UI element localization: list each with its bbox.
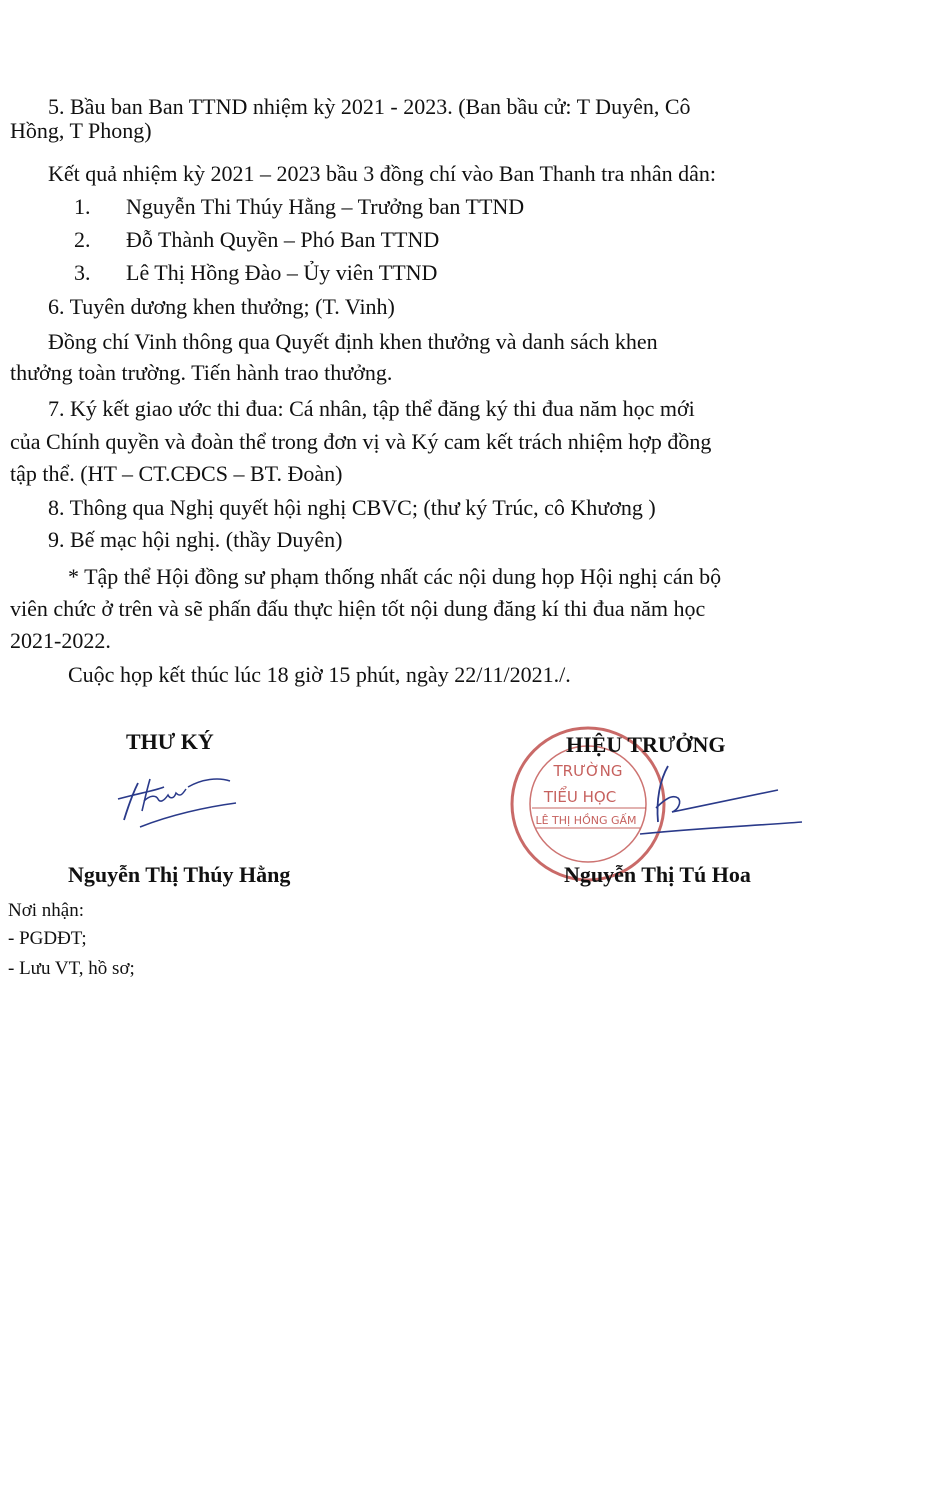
item-6: 6. Tuyên dương khen thưởng; (T. Vinh) <box>48 294 395 319</box>
conclusion-line-2: viên chức ở trên và sẽ phấn đấu thực hiện tốt nội dung đăng kí thi đua năm học <box>10 596 706 621</box>
principal-name: Nguyễn Thị Tú Hoa <box>564 862 751 887</box>
member-number: 3. <box>74 260 91 285</box>
item-7-line-1: 7. Ký kết giao ước thi đua: Cá nhân, tập thể đăng ký thi đua năm học mới <box>48 396 695 421</box>
item-5-line-2: Hồng, T Phong) <box>10 118 152 143</box>
member-number: 1. <box>74 194 91 219</box>
member-item <box>74 256 437 290</box>
secretary-signature <box>110 765 250 835</box>
item-8: 8. Thông qua Nghị quyết hội nghị CBVC; (thư ký Trúc, cô Khương ) <box>48 495 656 520</box>
stamp-text-line-3: LÊ THỊ HỒNG GẤM <box>535 814 637 827</box>
member-item <box>74 223 439 257</box>
conclusion-line-1: * Tập thể Hội đồng sư phạm thống nhất các nội dung họp Hội nghị cán bộ <box>68 564 722 589</box>
principal-title: HIỆU TRƯỞNG <box>566 732 726 757</box>
recipient-item: - PGDĐT; <box>8 928 87 949</box>
member-number: 2. <box>74 227 91 252</box>
member-text: Lê Thị Hồng Đào – Ủy viên TTND <box>126 260 438 285</box>
item-6-body-line-2: thưởng toàn trường. Tiến hành trao thưởng. <box>10 360 393 385</box>
secretary-name: Nguyễn Thị Thúy Hằng <box>68 862 291 887</box>
item-5-line-1: 5. Bầu ban Ban TTND nhiệm kỳ 2021 - 2023. (Ban bầu cử: T Duyên, Cô <box>48 94 691 119</box>
conclusion-line-3: 2021-2022. <box>10 628 111 653</box>
meeting-end-time: Cuộc họp kết thúc lúc 18 giờ 15 phút, ngày 22/11/2021./. <box>68 662 571 687</box>
stamp-text-line-2: TIỂU HỌC <box>543 788 617 806</box>
stamp-text-line-1: TRƯỜNG <box>553 762 623 780</box>
item-6-body-line-1: Đồng chí Vinh thông qua Quyết định khen thưởng và danh sách khen <box>48 329 658 354</box>
member-item <box>74 190 524 224</box>
principal-signature <box>620 760 810 840</box>
member-text: Đỗ Thành Quyền – Phó Ban TTND <box>126 227 440 252</box>
recipients-label: Nơi nhận: <box>8 900 85 921</box>
recipient-item: - Lưu VT, hồ sơ; <box>8 958 135 979</box>
item-7-line-3: tập thể. (HT – CT.CĐCS – BT. Đoàn) <box>10 461 343 486</box>
result-intro: Kết quả nhiệm kỳ 2021 – 2023 bầu 3 đồng chí vào Ban Thanh tra nhân dân: <box>48 161 717 186</box>
secretary-title: THƯ KÝ <box>126 729 214 754</box>
member-text: Nguyễn Thi Thúy Hằng – Trưởng ban TTND <box>126 194 525 219</box>
item-7-line-2: của Chính quyền và đoàn thể trong đơn vị và Ký cam kết trách nhiệm hợp đồng <box>10 429 712 454</box>
item-9: 9. Bế mạc hội nghị. (thầy Duyên) <box>48 527 343 552</box>
